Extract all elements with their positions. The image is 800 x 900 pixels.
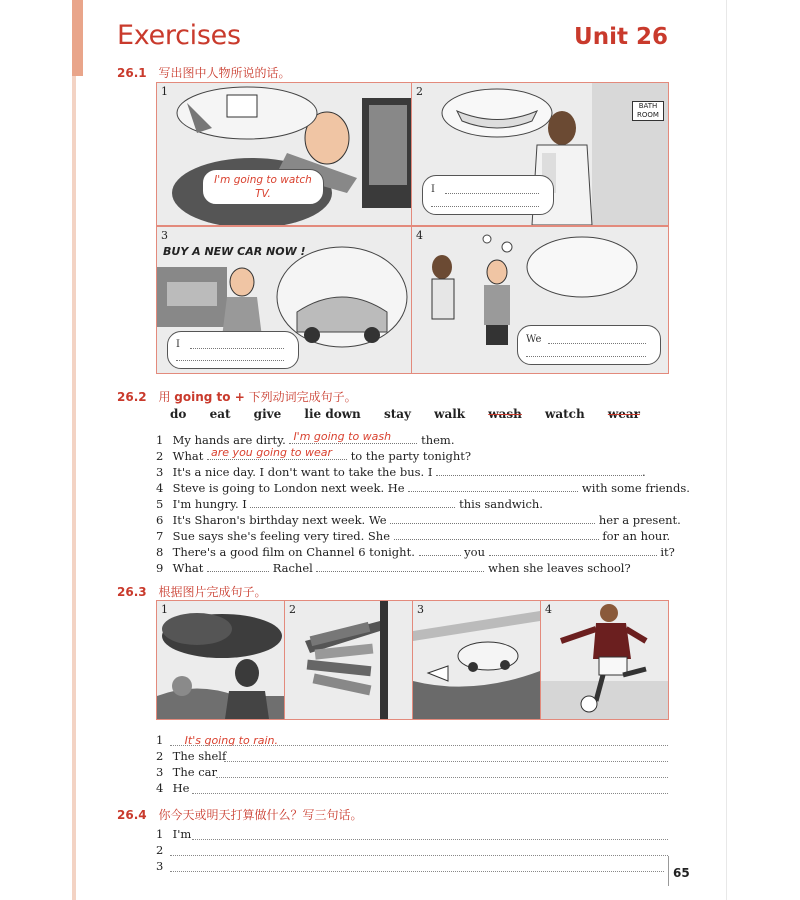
answer-blank[interactable] bbox=[394, 528, 599, 540]
sentence-text: I'm hungry. I bbox=[172, 497, 247, 511]
writing-line bbox=[445, 193, 539, 194]
line-lead-text: He bbox=[172, 781, 190, 795]
word-bank-item: lie down bbox=[304, 407, 361, 421]
unit-label: Unit 26 bbox=[574, 24, 668, 50]
writing-line bbox=[170, 871, 664, 872]
cartoon-panel-2 bbox=[411, 82, 669, 226]
footer-divider bbox=[668, 856, 669, 886]
storm-clouds-illustration bbox=[157, 601, 284, 719]
exercise-number: 26.2 bbox=[117, 390, 147, 404]
panel-number: 3 bbox=[161, 229, 168, 242]
sentence-text: Sue says she's feeling very tired. She bbox=[172, 529, 391, 543]
sentence-text: her a present. bbox=[598, 513, 681, 527]
line-number: 1 bbox=[156, 827, 164, 841]
line-number: 1 bbox=[156, 733, 164, 747]
line-lead-text: The shelf bbox=[172, 749, 227, 763]
writing-line bbox=[526, 356, 646, 357]
word-bank-item-used: wash bbox=[488, 407, 522, 421]
cartoon-panel-4 bbox=[411, 226, 669, 374]
answer-handwritten: I'm going to watch TV. bbox=[214, 174, 312, 200]
sentence-2 bbox=[156, 448, 471, 464]
answer-blank[interactable] bbox=[436, 464, 642, 476]
sentence-text: There's a good film on Channel 6 tonight. bbox=[172, 545, 415, 559]
sentence-text: It's Sharon's birthday next week. We bbox=[172, 513, 387, 527]
free-answer-line-3[interactable] bbox=[156, 859, 664, 874]
writing-line bbox=[170, 855, 668, 856]
sentence-text: when she leaves school? bbox=[488, 561, 631, 575]
answer-handwritten: are you going to wear bbox=[211, 446, 333, 459]
bathroom-sign: BATH ROOM bbox=[632, 101, 664, 121]
exercise-26-1-heading bbox=[117, 64, 290, 81]
exercise-number: 26.1 bbox=[117, 66, 147, 80]
speech-bubble bbox=[517, 325, 661, 365]
instruction-keyword: going to + bbox=[174, 390, 245, 404]
writing-line bbox=[216, 777, 668, 778]
cartoon-panel-1 bbox=[156, 82, 412, 226]
speech-bubble bbox=[167, 331, 299, 369]
car-crash-illustration bbox=[413, 601, 540, 719]
car-ad-sign: BUY A NEW CAR NOW ! bbox=[163, 245, 306, 258]
picture-panel-1 bbox=[156, 600, 285, 720]
sentence-number: 1 bbox=[156, 433, 164, 447]
word-bank-item: watch bbox=[545, 407, 585, 421]
sentence-text: this sandwich. bbox=[459, 497, 543, 511]
sentence-text: My hands are dirty. bbox=[172, 433, 286, 447]
sentence-4 bbox=[156, 480, 690, 496]
line-number: 3 bbox=[156, 859, 164, 873]
instruction-post: 下列动词完成句子。 bbox=[248, 390, 357, 404]
answer-handwritten: It's going to rain. bbox=[184, 734, 279, 747]
word-bank-item: stay bbox=[383, 407, 411, 421]
panel-number: 4 bbox=[545, 603, 552, 616]
exercise-number: 26.4 bbox=[117, 808, 147, 822]
writing-line bbox=[548, 343, 646, 344]
sentence-text: What bbox=[172, 449, 204, 463]
exercise-instruction: 你今天或明天打算做什么？写三句话。 bbox=[158, 808, 363, 822]
line-lead-text: I'm bbox=[172, 827, 192, 841]
free-answer-line-1[interactable] bbox=[156, 827, 668, 842]
answer-blank[interactable] bbox=[207, 448, 347, 460]
speech-bubble bbox=[202, 169, 324, 205]
answer-line-4[interactable] bbox=[156, 781, 668, 796]
answer-blank[interactable] bbox=[419, 544, 461, 556]
writing-line bbox=[190, 348, 284, 349]
line-number: 2 bbox=[156, 749, 164, 763]
page-title: Exercises bbox=[117, 20, 241, 51]
bubble-prompt: I bbox=[431, 184, 435, 195]
answer-line-2[interactable] bbox=[156, 749, 668, 764]
cartoon-panel-3 bbox=[156, 226, 412, 374]
panel-number: 1 bbox=[161, 85, 168, 98]
sentence-text: them. bbox=[421, 433, 455, 447]
line-lead-text: The car bbox=[172, 765, 217, 779]
panel-number: 2 bbox=[289, 603, 296, 616]
instruction-pre: 用 bbox=[158, 390, 171, 404]
answer-blank[interactable] bbox=[408, 480, 578, 492]
sentence-8 bbox=[156, 544, 675, 560]
panel-number: 3 bbox=[417, 603, 424, 616]
answer-blank[interactable] bbox=[250, 496, 455, 508]
answer-blank[interactable] bbox=[207, 560, 269, 572]
sentence-3 bbox=[156, 464, 646, 480]
exercise-26-2-heading bbox=[117, 388, 357, 405]
panel-number: 1 bbox=[161, 603, 168, 616]
writing-line bbox=[176, 360, 284, 361]
sentence-number: 3 bbox=[156, 465, 164, 479]
sentence-number: 7 bbox=[156, 529, 164, 543]
bubble-prompt: We bbox=[526, 334, 542, 345]
line-number: 3 bbox=[156, 765, 164, 779]
sentence-number: 4 bbox=[156, 481, 164, 495]
bubble-prompt: I bbox=[176, 339, 180, 350]
sentence-number: 5 bbox=[156, 497, 164, 511]
writing-line bbox=[431, 206, 539, 207]
writing-line bbox=[224, 761, 668, 762]
sentence-number: 9 bbox=[156, 561, 164, 575]
exercise-26-3-heading bbox=[117, 583, 266, 600]
answer-handwritten: I'm going to wash bbox=[293, 430, 392, 443]
answer-line-3[interactable] bbox=[156, 765, 668, 780]
sentence-text: it? bbox=[660, 545, 675, 559]
speech-bubble bbox=[422, 175, 554, 215]
writing-line bbox=[192, 793, 668, 794]
answer-blank[interactable] bbox=[289, 432, 417, 444]
sentence-number: 2 bbox=[156, 449, 164, 463]
picture-panel-4 bbox=[540, 600, 669, 720]
sentence-number: 8 bbox=[156, 545, 164, 559]
word-bank-item: give bbox=[253, 407, 282, 421]
sentence-number: 6 bbox=[156, 513, 164, 527]
sentence-7 bbox=[156, 528, 670, 544]
word-bank-item: walk bbox=[434, 407, 466, 421]
writing-line bbox=[170, 745, 668, 746]
word-bank bbox=[170, 407, 640, 421]
picture-panel-2 bbox=[284, 600, 413, 720]
answer-blank[interactable] bbox=[390, 512, 595, 524]
sentence-text: with some friends. bbox=[581, 481, 690, 495]
line-number: 4 bbox=[156, 781, 164, 795]
exercise-instruction: 写出图中人物所说的话。 bbox=[158, 66, 291, 80]
sentence-text: Steve is going to London next week. He bbox=[172, 481, 405, 495]
sentence-text: to the party tonight? bbox=[350, 449, 472, 463]
word-bank-item: eat bbox=[209, 407, 231, 421]
word-bank-item-used: wear bbox=[607, 407, 640, 421]
exercise-26-4-heading bbox=[117, 806, 362, 823]
sentence-text: . bbox=[642, 465, 646, 479]
answer-blank[interactable] bbox=[489, 544, 657, 556]
sentence-text: you bbox=[464, 545, 485, 559]
sentence-text: for an hour. bbox=[602, 529, 671, 543]
page-edge bbox=[726, 0, 727, 900]
margin-tab bbox=[72, 0, 83, 76]
margin-rule bbox=[72, 76, 76, 900]
exercise-number: 26.3 bbox=[117, 585, 147, 599]
sentence-text: It's a nice day. I don't want to take the bus. I bbox=[172, 465, 433, 479]
falling-shelf-illustration bbox=[285, 601, 412, 719]
writing-line bbox=[192, 839, 668, 840]
panel-number: 4 bbox=[416, 229, 423, 242]
sentence-9 bbox=[156, 560, 631, 576]
sentence-text: Rachel bbox=[272, 561, 313, 575]
answer-line-1[interactable] bbox=[156, 733, 668, 748]
page-number: 65 bbox=[673, 866, 690, 880]
picture-panel-3 bbox=[412, 600, 541, 720]
sentence-text: What bbox=[172, 561, 204, 575]
answer-blank[interactable] bbox=[316, 560, 484, 572]
exercise-instruction: 根据图片完成句子。 bbox=[158, 585, 267, 599]
sentence-6 bbox=[156, 512, 681, 528]
free-answer-line-2[interactable] bbox=[156, 843, 668, 858]
line-number: 2 bbox=[156, 843, 164, 857]
sentence-5 bbox=[156, 496, 543, 512]
panel-number: 2 bbox=[416, 85, 423, 98]
word-bank-item: do bbox=[170, 407, 187, 421]
footballer-kicking-illustration bbox=[541, 601, 668, 719]
